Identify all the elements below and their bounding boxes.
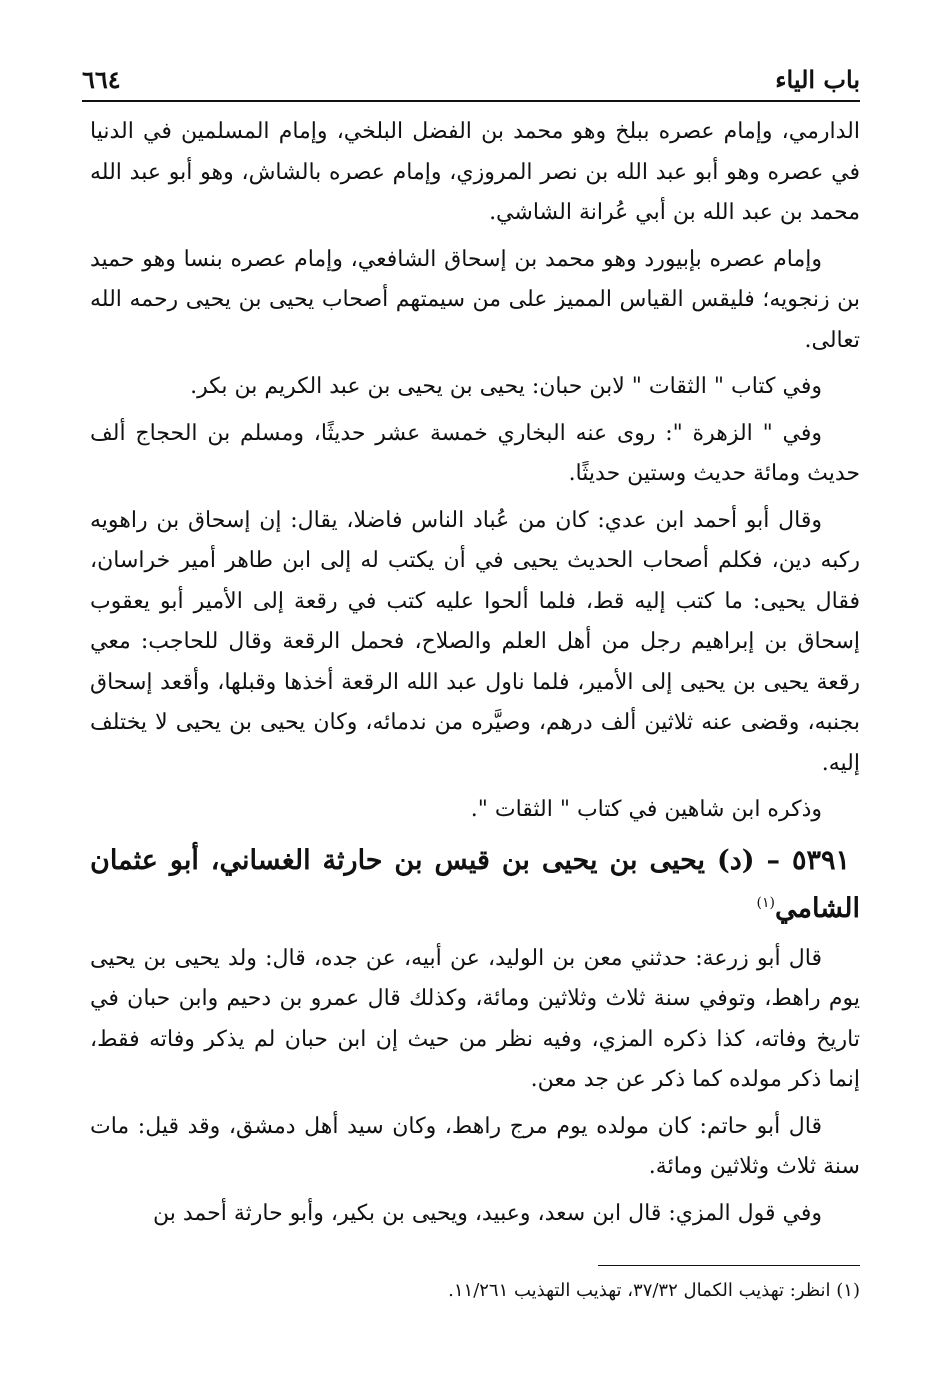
page-number: ٦٦٤	[82, 65, 121, 94]
paragraph: وذكره ابن شاهين في كتاب " الثقات ".	[470, 797, 822, 822]
footnote-rule	[598, 1265, 860, 1266]
section-title: باب الياء	[775, 65, 860, 94]
entry-heading-text: ٥٣٩١ – (د) يحيى بن يحيى بن قيس بن حارثة الغساني، أبو عثمان الشامي	[90, 844, 860, 924]
footnote: (١) انظر: تهذيب الكمال ٣٧/٣٢، تهذيب التهذيب ١١/٢٦١.	[448, 1280, 860, 1301]
page-body	[90, 112, 860, 1240]
entry-heading	[90, 837, 860, 933]
header-rule	[82, 100, 860, 102]
paragraph: قال أبو حاتم: كان مولده يوم مرج راهط، وكان سيد أهل دمشق، وقد قيل: مات سنة ثلاث وثلاثين ومائة.	[90, 1113, 860, 1179]
paragraph: قال أبو زرعة: حدثني معن بن الوليد، عن أبيه، عن جده، قال: ولد يحيى بن يحيى يوم راهط، وتوفي سنة ثلاث وثلاثين ومائة، وكذلك قال عمرو بن دحيم وابن حبان في تاريخ وفاته، كذا ذكره المزي، وفيه نظر من حيث إن ابن حبان لم يذكر وفاته فقط، إنما ذكر مولده كما ذكر عن جد معن.	[90, 945, 861, 1092]
paragraph: الدارمي، وإمام عصره ببلخ وهو محمد بن الفضل البلخي، وإمام المسلمين في الدنيا في عصره وهو أبو عبد الله بن نصر المروزي، وإمام عصره بالشاش، وهو أبو عبد الله محمد بن عبد الله بن أبي عُرانة الشاشي.	[90, 119, 860, 225]
paragraph: وفي قول المزي: قال ابن سعد، وعبيد، ويحيى بن بكير، وأبو حارثة أحمد بن	[153, 1200, 822, 1226]
paragraph: وفي " الزهرة ": روى عنه البخاري خمسة عشر حديثًا، ومسلم بن الحجاج ألف حديث ومائة حديث وستين حديثًا.	[90, 420, 860, 486]
paragraph: وفي كتاب " الثقات " لابن حبان: يحيى بن يحيى بن عبد الكريم بن بكر.	[190, 374, 822, 399]
paragraph: وقال أبو أحمد ابن عدي: كان من عُباد الناس فاضلا، يقال: إن إسحاق بن راهويه ركبه دين، فكلم أصحاب الحديث يحيى في أن يكتب له إلى ابن طاهر أمير خراسان، فقال يحيى: ما كتب إليه قط، فلما ألحوا عليه كتب في رقعة إلى الأمير أبو يعقوب إسحاق بن إبراهيم رجل من أهل العلم والصلاح، فحمل الرقعة وقال للحاجب: معي رقعة يحيى بن يحيى إلى الأمير، فلما ناول عبد الله الرقعة أخذها وقبلها، وأقعد إسحاق بجنبه، وقضى عنه ثلاثين ألف درهم، وصيَّره من ندمائه، وكان يحيى بن يحيى لا يختلف إليه.	[90, 507, 860, 776]
footnote-marker: (١)	[756, 894, 775, 911]
paragraph: وإمام عصره بإبيورد وهو محمد بن إسحاق الشافعي، وإمام عصره بنسا وهو حميد بن زنجويه؛ فليقس القياس المميز على من سيمتهم أصحاب يحيى بن يحيى رحمه الله تعالى.	[90, 246, 860, 353]
page-header	[82, 58, 860, 94]
